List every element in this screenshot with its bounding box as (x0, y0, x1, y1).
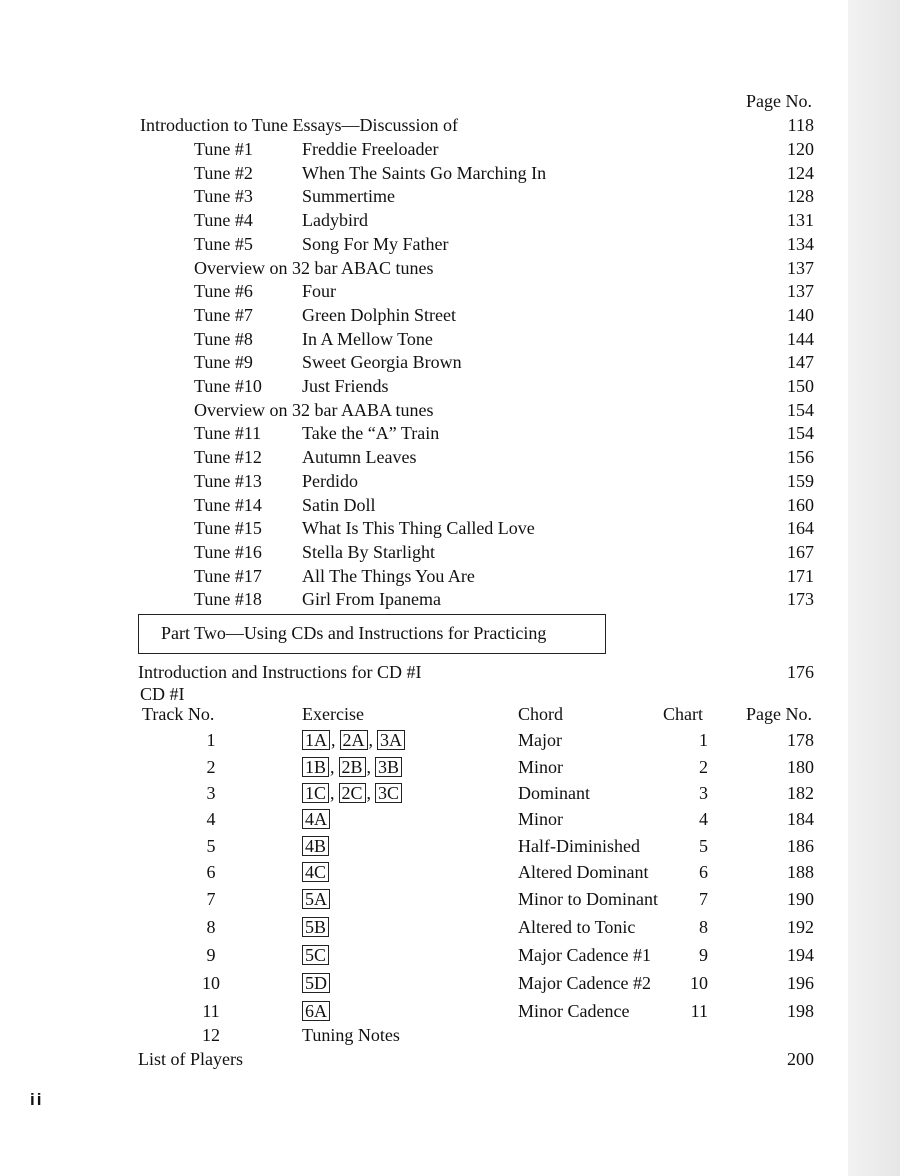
exercise-tags (302, 888, 331, 910)
track-number: 1 (206, 730, 216, 750)
intro-page: 118 (787, 115, 814, 135)
track-header: Track No. (142, 704, 215, 724)
tune-name: Green Dolphin Street (302, 304, 456, 325)
exercise-tag: 5C (302, 945, 329, 965)
exercise-separator: , (366, 783, 372, 803)
cd-intro-title: Introduction and Instructions for CD #I (138, 662, 422, 682)
chart-number: 10 (690, 973, 708, 993)
track-page: 190 (787, 889, 814, 909)
tune-page: 173 (787, 589, 814, 610)
exercise-tags (302, 861, 330, 883)
chord-name: Major (518, 730, 562, 750)
tune-page: 156 (787, 447, 814, 468)
tune-number: Tune #1 (194, 139, 253, 159)
tune-name: Just Friends (302, 376, 389, 396)
tune-number: Tune #2 (194, 162, 253, 183)
tune-number: Tune #9 (194, 352, 253, 373)
tune-name: When The Saints Go Marching In (302, 162, 547, 183)
exercise-tag: 1C (302, 783, 329, 803)
exercise-header: Exercise (302, 704, 364, 724)
tune-number: Tune #14 (194, 494, 262, 515)
cd-intro-page: 176 (787, 662, 814, 682)
exercise-tag: 3C (375, 783, 402, 803)
tune-number: Tune #5 (194, 233, 253, 254)
tune-number: Tune #10 (194, 376, 262, 396)
track-page: 198 (787, 1001, 814, 1021)
exercise-tag: 4C (302, 862, 329, 882)
tune-page: 137 (787, 257, 814, 278)
tune-name: In A Mellow Tone (302, 328, 433, 349)
page-no-header: Page No. (746, 91, 812, 111)
track-number: 2 (206, 757, 216, 777)
track-page: 178 (787, 730, 814, 750)
tune-page: 137 (787, 281, 814, 302)
tune-page: 144 (787, 328, 814, 349)
track-number: 10 (202, 973, 220, 993)
exercise-tag: 5A (302, 889, 330, 909)
chart-number: 3 (699, 783, 708, 803)
exercise-tag: 4B (302, 836, 329, 856)
chord-name: Minor Cadence (518, 1001, 630, 1021)
track-page: 180 (787, 757, 814, 777)
players-title: List of Players (138, 1049, 243, 1069)
tune-name: Satin Doll (302, 494, 376, 515)
tune-number: Tune #4 (194, 210, 253, 231)
exercise-separator: , (331, 730, 336, 750)
chart-number: 8 (699, 917, 708, 937)
chart-number: 11 (690, 1001, 708, 1021)
tune-number: Tune #3 (194, 186, 253, 207)
exercise-tag: 1A (302, 730, 330, 750)
chart-number: 9 (699, 945, 708, 965)
exercise-tags (302, 944, 330, 966)
tune-page: 128 (787, 186, 814, 207)
tune-page: 124 (787, 162, 814, 183)
tune-name: Take the “A” Train (302, 423, 440, 444)
track-page: 192 (787, 917, 814, 937)
footer-page-number: ii (30, 1090, 44, 1109)
track-page: 184 (787, 809, 814, 829)
chord-name: Altered Dominant (518, 862, 649, 882)
exercise-tag: 3B (375, 757, 402, 777)
exercise-text: Tuning Notes (302, 1025, 400, 1045)
cd-label: CD #I (140, 684, 185, 704)
tune-number: Tune #13 (194, 470, 262, 491)
chord-name: Dominant (518, 783, 590, 803)
part-two-title: Part Two—Using CDs and Instructions for Practicing (161, 623, 547, 643)
track-number: 11 (202, 1001, 220, 1021)
exercise-tag: 1B (302, 757, 329, 777)
exercise-separator: , (368, 730, 373, 750)
chart-header: Chart (663, 704, 703, 724)
overview-title: Overview on 32 bar ABAC tunes (194, 257, 434, 278)
track-page: 194 (787, 945, 814, 965)
chord-name: Major Cadence #1 (518, 945, 651, 965)
track-page: 186 (787, 836, 814, 856)
tune-name: Sweet Georgia Brown (302, 352, 462, 373)
exercise-tags (302, 835, 330, 857)
exercise-tags (302, 729, 406, 751)
track-page: 196 (787, 973, 814, 993)
chart-number: 2 (699, 757, 708, 777)
exercise-tag: 2B (339, 757, 366, 777)
tune-number: Tune #15 (194, 518, 262, 539)
tune-number: Tune #16 (194, 541, 262, 562)
chart-number: 1 (699, 730, 708, 750)
page-edge (848, 0, 900, 1176)
track-number: 6 (206, 862, 216, 882)
tune-number: Tune #8 (194, 328, 253, 349)
tune-number: Tune #12 (194, 447, 262, 468)
exercise-tag: 2A (340, 730, 368, 750)
chord-name: Major Cadence #2 (518, 973, 651, 993)
tune-name: What Is This Thing Called Love (302, 518, 535, 539)
tune-page: 154 (787, 423, 814, 444)
track-number: 5 (206, 836, 216, 856)
exercise-tags (302, 1000, 331, 1022)
track-number: 7 (206, 889, 216, 909)
tune-name: Freddie Freeloader (302, 139, 439, 159)
tune-name: Four (302, 281, 337, 302)
exercise-tags (302, 756, 403, 778)
tune-page: 147 (787, 352, 814, 373)
chord-name: Half-Diminished (518, 836, 640, 856)
tune-name: Summertime (302, 186, 395, 207)
tune-page: 154 (787, 399, 814, 420)
track-number: 12 (202, 1025, 220, 1045)
exercise-separator: , (330, 783, 335, 803)
exercise-tags (302, 972, 331, 994)
tune-number: Tune #18 (194, 589, 262, 610)
tune-name: All The Things You Are (302, 565, 475, 586)
exercise-tag: 4A (302, 809, 330, 829)
tune-page: 134 (787, 233, 814, 254)
overview-title: Overview on 32 bar AABA tunes (194, 399, 434, 420)
chart-number: 4 (699, 809, 708, 829)
chord-name: Altered to Tonic (518, 917, 636, 937)
tune-name: Perdido (302, 470, 358, 491)
track-number: 3 (206, 783, 216, 803)
exercise-tag: 6A (302, 1001, 330, 1021)
tune-page: 167 (787, 541, 814, 562)
tune-name: Ladybird (302, 210, 368, 231)
tune-name: Girl From Ipanema (302, 589, 441, 610)
track-number: 9 (206, 945, 216, 965)
tune-page: 120 (787, 139, 814, 159)
chart-number: 6 (699, 862, 708, 882)
tune-name: Stella By Starlight (302, 541, 435, 562)
chord-name: Minor to Dominant (518, 889, 658, 909)
page-header: Page No. (746, 704, 812, 724)
tune-name: Autumn Leaves (302, 447, 417, 468)
tune-page: 150 (787, 376, 814, 396)
tune-number: Tune #11 (194, 423, 262, 444)
exercise-tag: 5B (302, 917, 329, 937)
exercise-separator: , (366, 757, 372, 777)
tune-number: Tune #7 (194, 304, 253, 325)
tune-number: Tune #17 (194, 565, 262, 586)
track-number: 8 (206, 917, 216, 937)
players-page: 200 (787, 1049, 814, 1069)
tune-page: 159 (787, 470, 814, 491)
tune-page: 171 (787, 565, 814, 586)
exercise-separator: , (330, 757, 335, 777)
tune-page: 164 (787, 518, 814, 539)
exercise-tags (302, 808, 331, 830)
chord-name: Minor (518, 809, 563, 829)
intro-title: Introduction to Tune Essays—Discussion of (140, 115, 459, 135)
tune-page: 160 (787, 494, 814, 515)
track-number: 4 (206, 809, 216, 829)
exercise-tag: 3A (377, 730, 405, 750)
exercise-tags (302, 782, 403, 804)
tune-page: 140 (787, 304, 814, 325)
chord-name: Minor (518, 757, 563, 777)
chord-header: Chord (518, 704, 563, 724)
exercise-tag: 5D (302, 973, 330, 993)
track-page: 188 (787, 862, 814, 882)
exercise-tags (302, 916, 330, 938)
chart-number: 5 (699, 836, 708, 856)
tune-number: Tune #6 (194, 281, 253, 302)
chart-number: 7 (699, 889, 708, 909)
exercise-tag: 2C (339, 783, 366, 803)
track-page: 182 (787, 783, 814, 803)
part-two-box (138, 614, 606, 654)
tune-page: 131 (787, 210, 814, 231)
tune-name: Song For My Father (302, 233, 449, 254)
